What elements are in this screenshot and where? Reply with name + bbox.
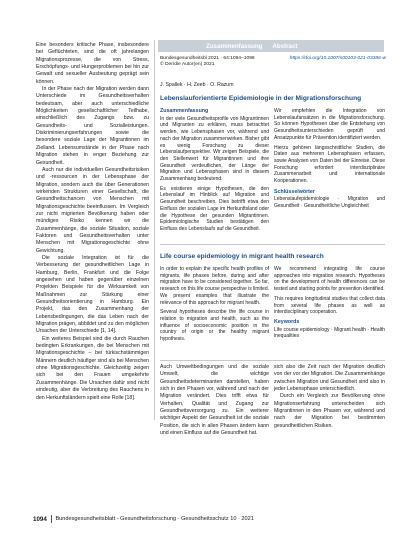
doi-link[interactable]: https://doi.org/10.1007/s00103-021-03386-w — [289, 56, 386, 61]
article-title-en: Life course epidemiology in migrant health research — [160, 253, 324, 260]
column-divider — [154, 40, 155, 420]
abstract-paragraph: In order to explain the specific health profiles of migrants, life phases before, during and after migration have to be considered together. So far, research on this life course perspective is limited. We present examples that illustrate the relevance of this approach for migrant health. — [160, 266, 269, 306]
abstract-de-right — [274, 108, 385, 213]
abstract-heading-de: Zusammenfassung — [160, 108, 209, 114]
body-paragraph: In der Phase nach der Migration werden dann Unterschiede im Gesundheitsverhalten bedeutsam, aber auch unterschiedliche Möglichkeiten gesellschaftlicher Teilhabe, einschließlich des Zugangs bzw. zu Gesundheits- und Sozialleistungen. Diskriminierungserfahrungen sowie die besondere soziale Lage der Migrantinnen im Zielland. Lebensumstände in der Phase nach Migration stehen in enger Beziehung zur Gesundheit. — [36, 86, 149, 166]
abstract-paragraph: This requires longitudinal studies that collect data from several life phases as well as interdisciplinary cooperation. — [274, 295, 385, 316]
abstract-paragraph: Hierzu gehören längsschnittliche Studien, die Daten aus mehreren Lebensphasen erfassen, sowie Analysen von Daten bei der Einreise. Diese Forschung erfordert interdisziplinäre Zusammenarbeit und internationale Kooperationen. — [274, 144, 385, 185]
body-column-bottom-right — [274, 364, 385, 430]
page-number: 1094 — [33, 515, 47, 523]
body-paragraph: Auch nur die individuellen Gesundheitsrisiken und -ressourcen in der Lebensphase der Migration, sondern auch die über Generationen wirkenden Strukturen einer Gesellschaft, die Gesundheitschancen von Menschen mit Migrationsgeschichte beeinflussen. Im Vergleich zur nicht migrierten Bevölkerung haben oder mündiges Risiko kennen wir die Zusammenhänge, die soziale Situation, soziale Faktoren und Gesundheitsverhalten unter Menschen mit Migrationsgeschichte ohne Gewichtung. — [36, 166, 149, 254]
section-divider — [160, 360, 385, 361]
page-footer — [33, 515, 254, 523]
keywords-heading-de: Schlüsselwörter — [274, 188, 315, 195]
citation-block — [160, 56, 386, 69]
abstract-en-right — [274, 266, 385, 343]
left-text-column — [36, 42, 149, 402]
keywords-en: Life course epidemiology · Migrant health · Health inequalities — [274, 326, 385, 340]
body-column-bottom-left — [160, 364, 269, 437]
summary-label-en: Abstract — [272, 42, 298, 50]
keywords-heading-en: Keywords — [274, 318, 300, 325]
body-paragraph: Auch Umweltbedingungen und die soziale Umwelt, die wichtige Gesundheitsdeterminanten darstellen, haben sich in den Phasen vor, während und nach der Migration verändert. Dies trifft etwa für Verhalten, Qualität und Zugang zur Gesundheitsversorgung zu. Ein weiterer wichtiger Aspekt der Gesundheit ist die soziale Position, die sich in allen Phasen ändern kann und einen Einfluss auf die Gesundheit hat. — [160, 364, 269, 437]
abstract-paragraph: In der viele Gesundheitsprofile von Migrantinnen und Migranten zu erklären, muss betrachtet werden, wie Lebensphasen vor, während und nach der Migration zusammenwirken. Bisher gibt es wenig Forschung zu dieser Lebenslaufperspektive. Wir zeigen Beispiele, die den Stellenwert für Migrantinnen und ihre Gesundheit verdeutlichen, der Länge der Migration und Lebensphasen sind in diesem Zusammenhang bedeutend. — [160, 115, 269, 183]
body-paragraph: Eine besonders kritische Phase, insbesondere bei Geflüchteten, sind die oft jahrelangen Migrationsprozesse, die von Stress, Erschöpfungs- und Hungerproblemen bei hin zur Gewalt und sexueller Ausbeutung geprägt sein können. — [36, 42, 149, 85]
abstract-paragraph: Wir empfehlen die Integration von Lebenslaufansätzen in die Migrationsforschung. So können Hypothesen über die Entstehung von Gesundheitsunterschieden geprüft und Ansatzpunkte für Prävention identifiziert werden. — [274, 108, 385, 141]
abstract-de-left — [160, 108, 269, 236]
body-paragraph: sich also die Zeit nach der Migration deutlich von der vor der Migration. Die Zusammenhänge zwischen Migration und Gesundheit sind also in jeder Lebensphase unterschiedlich. — [274, 364, 385, 393]
keywords-de: Lebenslaufepidemiologie · Migration und Gesundheit · Gesundheitliche Ungleichheit — [274, 196, 385, 210]
body-paragraph: Ein weiteres Beispiel sind die durch Rauchen bedingten Erkrankungen, die bei Menschen mit Migrationsgeschichte – bei türkischstämmigen Männern deutlich häufiger sind als bei Menschen ohne Migrationsgeschichte. Gleichzeitig zeigen sich bei den Frauen umgekehrte Zusammenhänge. Die Ursachen dafür sind nicht eindeutig, aber die Verbreitung des Rauchens in den Herkunftsländern spielt eine Rolle [18]. — [36, 335, 149, 401]
body-paragraph: Die soziale Integration ist für die Verbesserung der gesundheitlichen Lage in Hamburg, Berlin, Frankfurt und die Folge angesehen und haben gegenüber einzelnen Projekten Beispiele für die Wirksamkeit von Maßnahmen zur Stärkung einer Gesundheitsorientierung in Hamburg. Ein Projekt, das den Zusammenhang der Lebensbedingungen, die das Leben nach der Migration prägen, abbildet und zu den möglichen Ursachen der Unterschiede [1, 14]. — [36, 254, 149, 335]
summary-header-bar — [158, 40, 384, 52]
copyright-line: © Der/die Autor(en) 2021 — [160, 62, 215, 68]
abstract-paragraph: Es existieren einige Hypothesen, die den Lebenslauf im Hinblick auf Migration und Gesundheit beschreiben. Dies betrifft etwa den Einfluss der sozialen Lage im Herkunftsland oder die Hypothese der gesunden Migrantinnen. Epidemiologische Studien bestätigen den Einfluss des Lebenslaufs auf die Gesundheit. — [160, 185, 269, 232]
body-paragraph: Durch ein Vergleich zur Bevölkerung ohne Migrationserfahrung unterscheiden sich Migrantinnen in den Phasen vor, während und nach der Migration bei bestimmten gesundheitlichen Risiken. — [274, 393, 385, 429]
summary-label-de: Zusammenfassung — [206, 42, 263, 50]
footer-separator — [51, 515, 52, 523]
author-list: J. Spallek · H. Zeeb · O. Razum — [160, 82, 234, 88]
section-divider — [160, 244, 385, 245]
journal-name: Bundesgesundheitsblatt - Gesundheitsforschung - Gesundheitsschutz 10 · 2021 — [55, 516, 254, 522]
journal-citation: Bundesgesundheitsbl 2021 · 64:1094–1098 — [160, 56, 255, 61]
abstract-paragraph: We recommend integrating life course approaches into migration research. Hypotheses on the development of health differences can be tested and starting points for prevention identified. — [274, 266, 385, 293]
abstract-paragraph: Several hypotheses describe the life course in relation to migration and health, such as the influence of socioeconomic position in the country of origin or the healthy migrant hypothesis. — [160, 309, 269, 343]
abstract-en-left — [160, 266, 269, 346]
article-title-de: Lebenslauforientierte Epidemiologie in der Migrationsforschung — [160, 95, 362, 102]
